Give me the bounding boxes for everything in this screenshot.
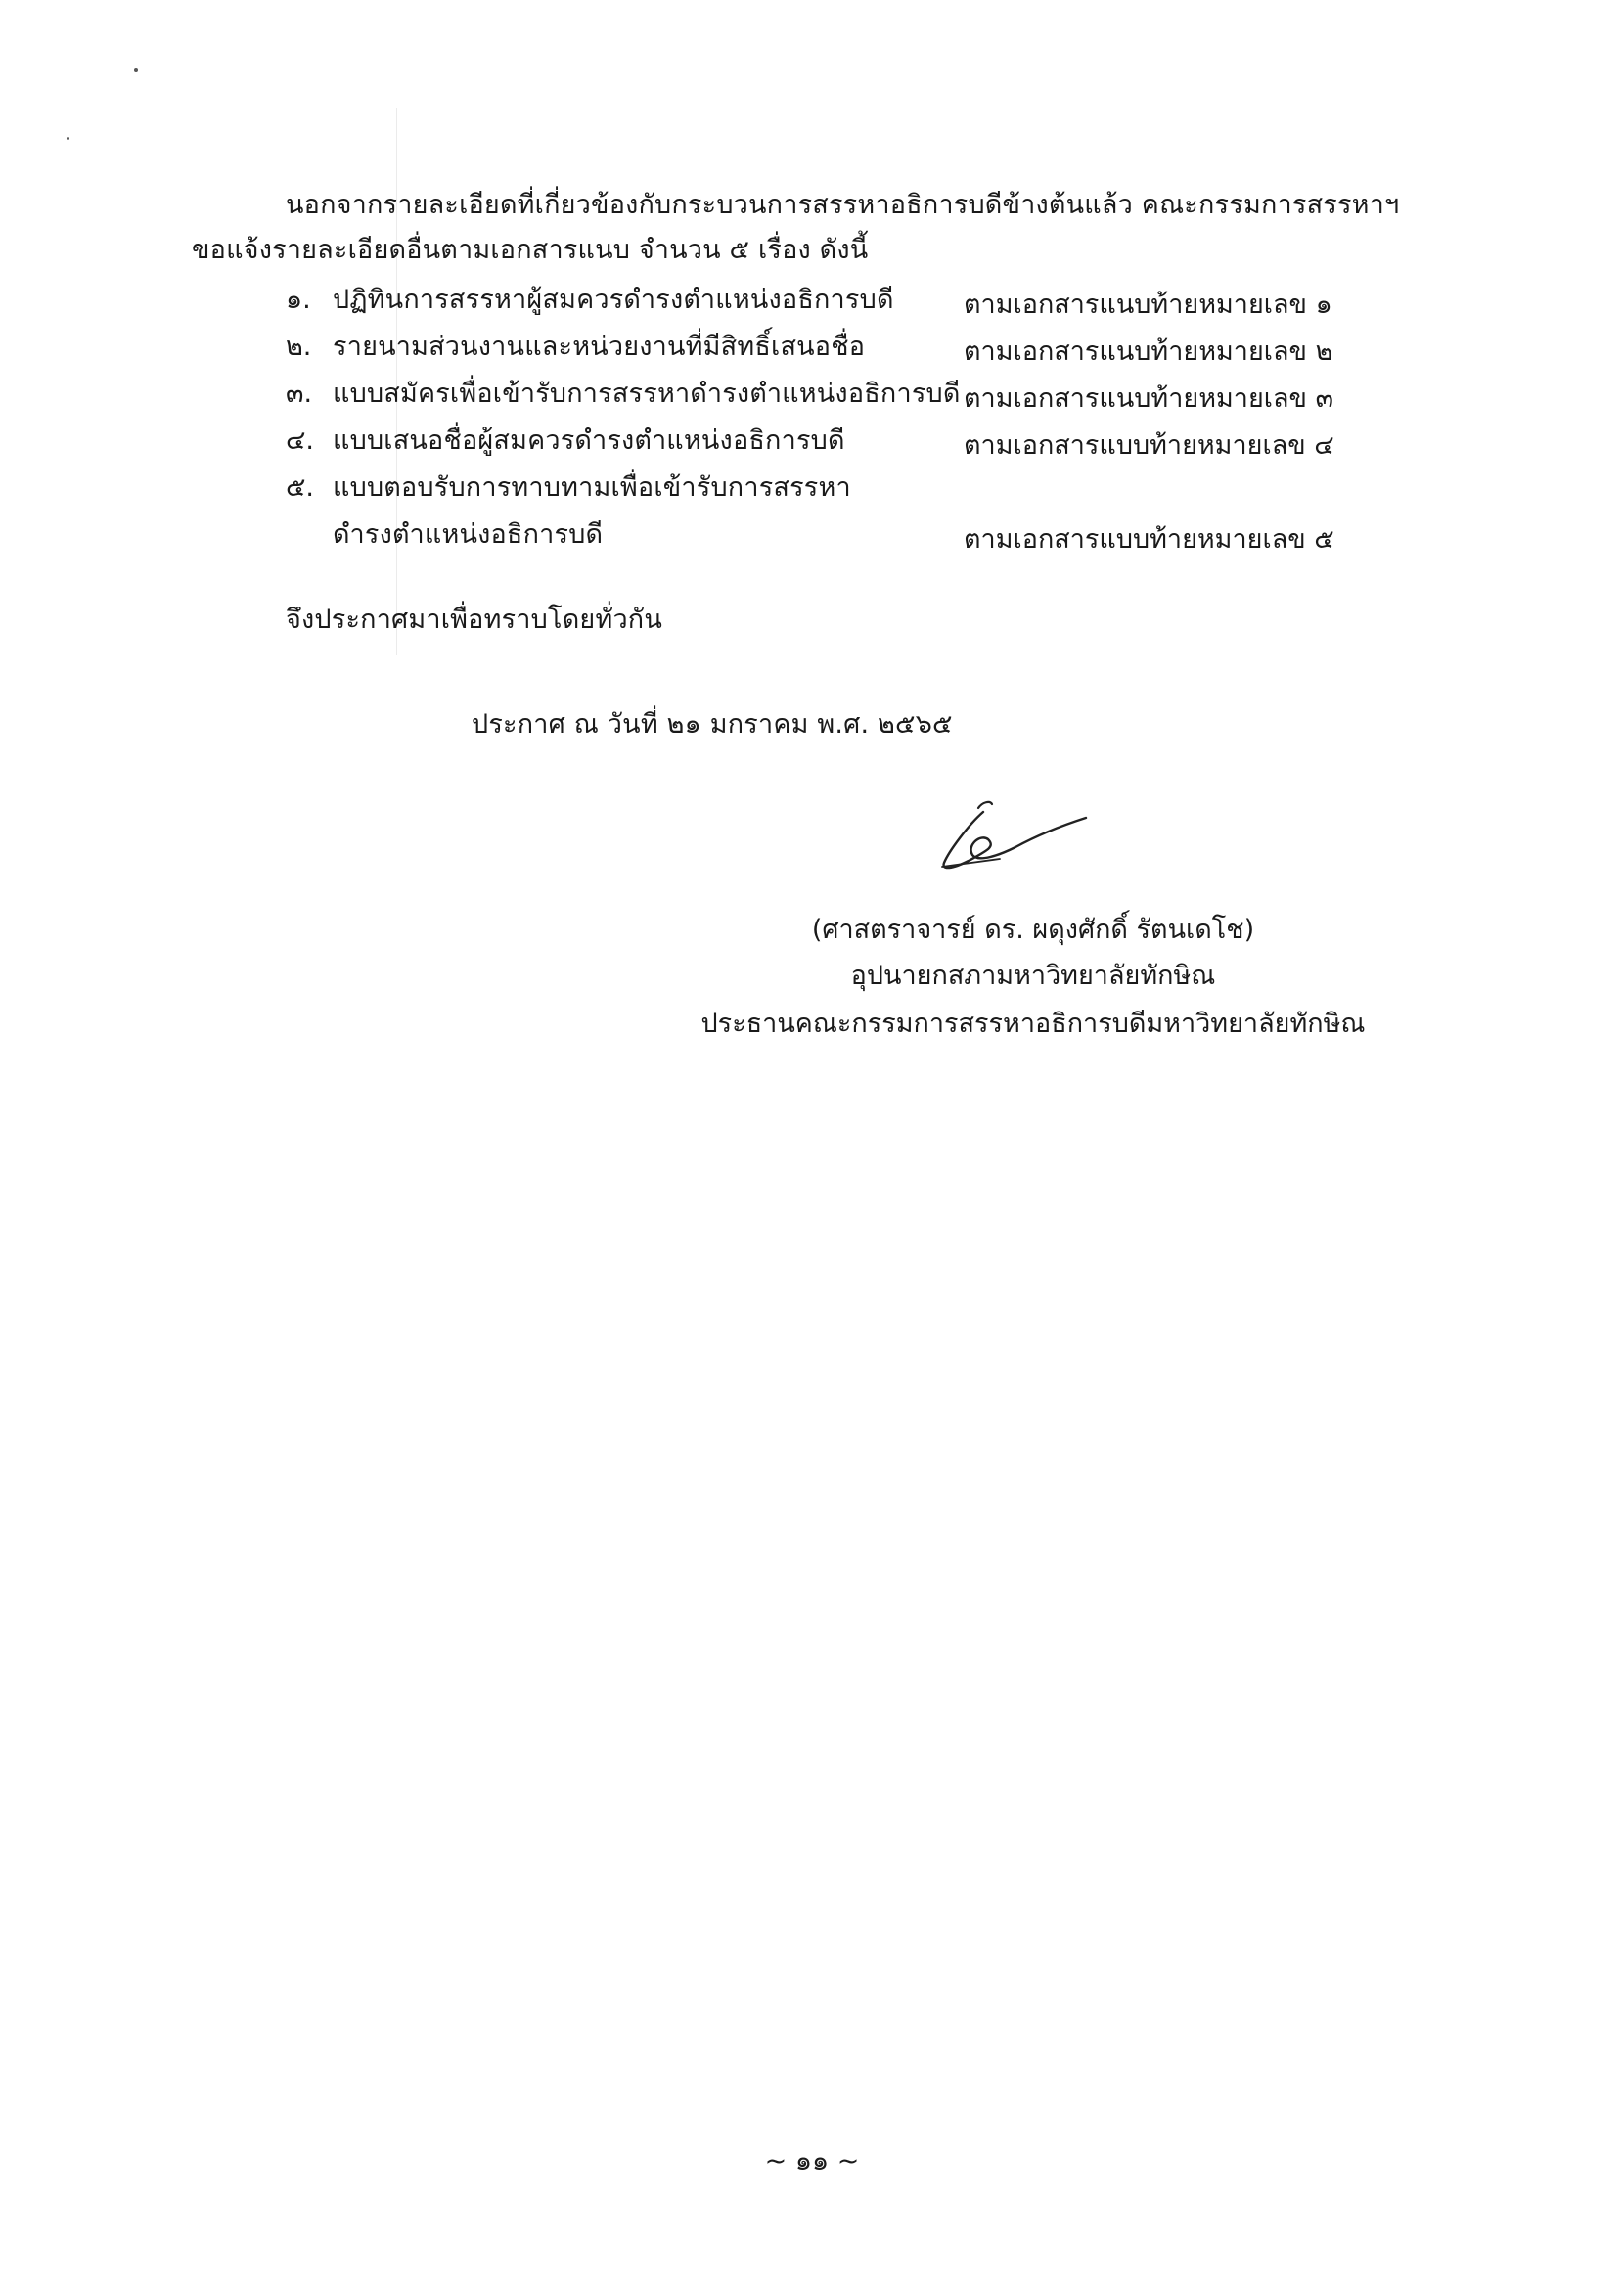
item-reference: ตามเอกสารแบบท้ายหมายเลข ๔ bbox=[964, 430, 1334, 461]
item-text-continued: ดำรงตำแหน่งอธิการบดี bbox=[333, 519, 604, 550]
signatory-name: (ศาสตราจารย์ ดร. ผดุงศักดิ์ รัตนเดโช) bbox=[811, 915, 1255, 945]
signatory-position-1: อุปนายกสภามหาวิทยาลัยทักษิณ bbox=[850, 961, 1216, 991]
intro-line-1: นอกจากรายละเอียดที่เกี่ยวข้องกับกระบวนการสรรหาอธิการบดีข้างต้นแล้ว คณะกรรมการสรรหาฯ bbox=[286, 190, 1400, 220]
scan-speck bbox=[134, 68, 138, 72]
item-text: แบบเสนอชื่อผู้สมควรดำรงตำแหน่งอธิการบดี bbox=[333, 426, 845, 456]
item-number: ๔. bbox=[286, 426, 315, 456]
item-reference: ตามเอกสารแนบท้ายหมายเลข ๑ bbox=[964, 290, 1332, 320]
announcement-date: ประกาศ ณ วันที่ ๒๑ มกราคม พ.ศ. ๒๕๖๕ bbox=[472, 709, 953, 740]
item-number: ๕. bbox=[286, 472, 315, 503]
item-reference: ตามเอกสารแนบท้ายหมายเลข ๓ bbox=[964, 383, 1334, 414]
item-reference: ตามเอกสารแนบท้ายหมายเลข ๒ bbox=[964, 337, 1333, 367]
page-number: ~ ๑๑ ~ bbox=[764, 2146, 860, 2177]
item-number: ๑. bbox=[286, 285, 311, 315]
item-text: แบบสมัครเพื่อเข้ารับการสรรหาดำรงตำแหน่งอธิการบดี bbox=[333, 379, 961, 409]
scan-speck bbox=[67, 137, 69, 140]
intro-line-2: ขอแจ้งรายละเอียดอื่นตามเอกสารแนบ จำนวน ๕ เรื่อง ดังนี้ bbox=[192, 235, 869, 265]
item-reference: ตามเอกสารแบบท้ายหมายเลข ๕ bbox=[964, 524, 1334, 555]
item-number: ๒. bbox=[286, 332, 312, 362]
item-text: รายนามส่วนงานและหน่วยงานที่มีสิทธิ์เสนอชื่อ bbox=[333, 332, 866, 362]
handwritten-signature bbox=[939, 790, 1096, 878]
item-text: แบบตอบรับการทาบทามเพื่อเข้ารับการสรรหา bbox=[333, 472, 851, 503]
item-number: ๓. bbox=[286, 379, 313, 409]
closing-statement: จึงประกาศมาเพื่อทราบโดยทั่วกัน bbox=[286, 605, 663, 635]
signatory-position-2: ประธานคณะกรรมการสรรหาอธิการบดีมหาวิทยาลัยทักษิณ bbox=[700, 1009, 1366, 1039]
item-text: ปฏิทินการสรรหาผู้สมควรดำรงตำแหน่งอธิการบดี bbox=[333, 285, 894, 315]
